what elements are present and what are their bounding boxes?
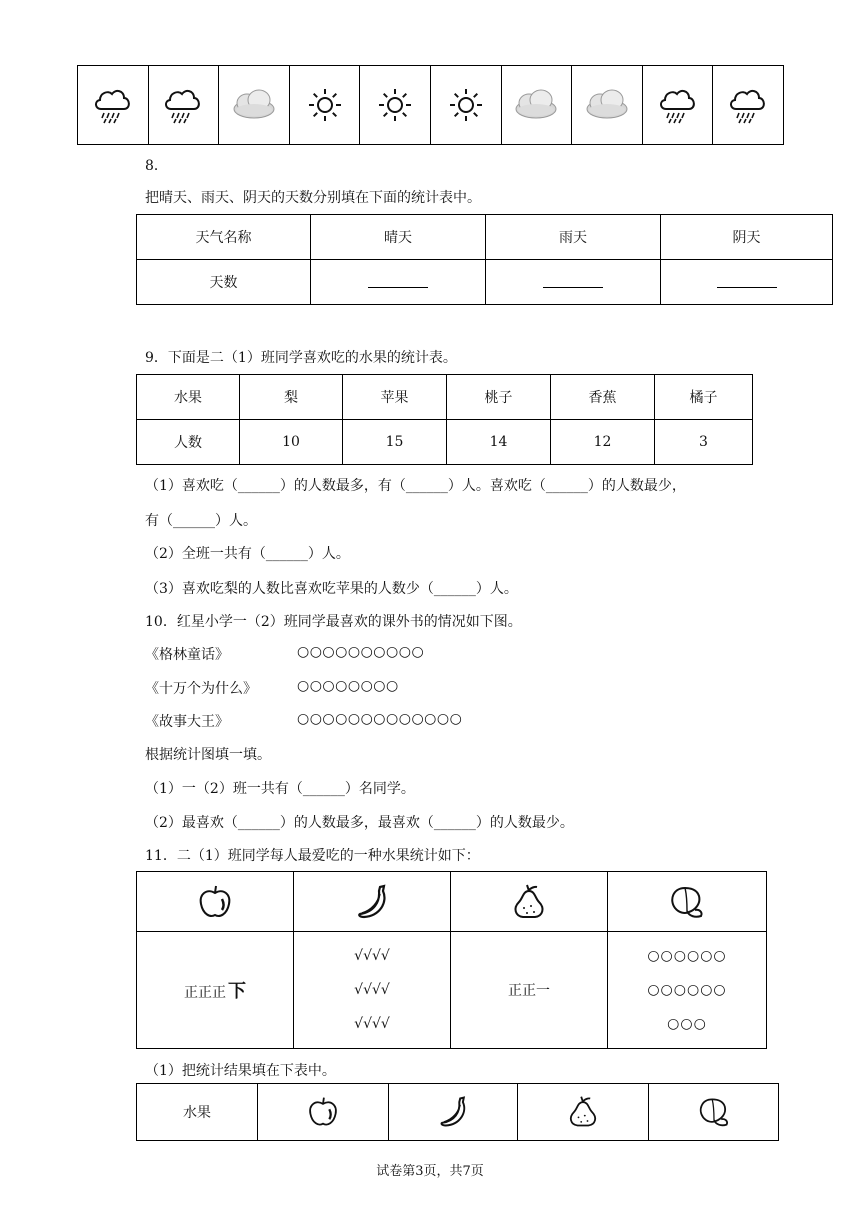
- weather-cell: [642, 66, 713, 145]
- pear-icon: [565, 1094, 601, 1130]
- q11-result-table: [136, 1083, 779, 1141]
- q8-answer-blank[interactable]: [661, 260, 833, 305]
- q9-value-cell: 10: [240, 420, 343, 465]
- banana-tally-row: √√√√: [354, 1016, 390, 1032]
- rain-cloud-icon: [654, 81, 702, 129]
- rain-cloud-icon: [159, 81, 207, 129]
- weather-cell: [289, 66, 360, 145]
- q9-header-cell: 苹果: [343, 375, 447, 420]
- q10-book-marks: ○○○○○○○○: [297, 678, 399, 694]
- q10-book-marks: ○○○○○○○○○○○○○: [297, 711, 463, 727]
- q9-header-cell: 水果: [137, 375, 240, 420]
- sun-icon: [371, 81, 419, 129]
- q9-value-cell: 12: [551, 420, 655, 465]
- q11-fruit-header: [294, 872, 451, 932]
- peach-tally-row: ○○○: [667, 1016, 707, 1032]
- q9-row-label: 人数: [137, 420, 240, 465]
- q8-header-cell: 天气名称: [137, 215, 311, 260]
- weather-cell: [78, 66, 149, 145]
- q11-title: 11．二（1）班同学每人最爱吃的一种水果统计如下：: [145, 848, 480, 864]
- cloud-icon: [230, 81, 278, 129]
- q8-header-cell: 雨天: [486, 215, 661, 260]
- q10-book-name: 《故事大王》: [145, 714, 229, 730]
- banana-icon: [352, 882, 392, 922]
- q9-title: 9．下面是二（1）班同学喜欢吃的水果的统计表。: [145, 350, 457, 366]
- q11-result-header: [518, 1084, 649, 1141]
- q11-pear-tally: 正正一: [451, 932, 608, 1049]
- q9-value-cell: 15: [343, 420, 447, 465]
- q10-sub2: （2）最喜欢（______）的人数最多，最喜欢（______）的人数最少。: [145, 815, 574, 831]
- q9-fruit-table: [136, 374, 753, 465]
- weather-cell: [430, 66, 501, 145]
- q8-number: 8．: [145, 158, 168, 174]
- q9-header-cell: 梨: [240, 375, 343, 420]
- q10-book-name: 《十万个为什么》: [145, 681, 257, 697]
- q9-header-cell: 橘子: [655, 375, 753, 420]
- apple-icon: [305, 1094, 341, 1130]
- q11-apple-tally: [137, 932, 294, 1049]
- q11-result-header: [258, 1084, 389, 1141]
- q9-value-cell: 3: [655, 420, 753, 465]
- banana-icon: [435, 1094, 471, 1130]
- sun-icon: [301, 81, 349, 129]
- weather-cell: [713, 66, 784, 145]
- q8-header-cell: 阴天: [661, 215, 833, 260]
- q11-fruit-header: [451, 872, 608, 932]
- apple-tally-marks: 正正正: [184, 985, 226, 1001]
- q8-answer-blank[interactable]: [311, 260, 486, 305]
- q8-answer-blank[interactable]: [486, 260, 661, 305]
- weather-strip-table: [77, 65, 784, 145]
- q11-peach-tally: [608, 932, 767, 1049]
- weather-cell: [360, 66, 431, 145]
- q11-fruit-header: [608, 872, 767, 932]
- pear-icon: [509, 882, 549, 922]
- weather-cell: [501, 66, 572, 145]
- q10-book-marks: ○○○○○○○○○○: [297, 644, 425, 660]
- q9-header-cell: 桃子: [447, 375, 551, 420]
- q10-title: 10．红星小学一（2）班同学最喜欢的课外书的情况如下图。: [145, 614, 522, 630]
- peach-tally-row: ○○○○○○: [647, 948, 727, 964]
- q9-sub2: （2）全班一共有（______）人。: [145, 546, 350, 562]
- q9-value-cell: 14: [447, 420, 551, 465]
- q8-instruction: 把晴天、雨天、阴天的天数分别填在下面的统计表中。: [145, 190, 481, 206]
- q11-result-header: [389, 1084, 518, 1141]
- cloud-icon: [583, 81, 631, 129]
- q10-book-name: 《格林童话》: [145, 647, 229, 663]
- q10-sub1: （1）一（2）班一共有（______）名同学。: [145, 781, 415, 797]
- rain-cloud-icon: [89, 81, 137, 129]
- apple-icon: [195, 882, 235, 922]
- banana-tally-row: √√√√: [354, 948, 390, 964]
- peach-tally-row: ○○○○○○: [647, 982, 727, 998]
- q9-header-cell: 香蕉: [551, 375, 655, 420]
- q10-instruction: 根据统计图填一填。: [145, 747, 271, 763]
- q11-banana-tally: [294, 932, 451, 1049]
- page-footer: 试卷第3页，共7页: [376, 1164, 484, 1179]
- q11-tally-table: [136, 871, 767, 1049]
- cloud-icon: [512, 81, 560, 129]
- rain-cloud-icon: [724, 81, 772, 129]
- q11-fruit-header: [137, 872, 294, 932]
- banana-tally-row: √√√√: [354, 982, 390, 998]
- q8-row-label: 天数: [137, 260, 311, 305]
- q11-result-header: [649, 1084, 779, 1141]
- weather-cell: [148, 66, 219, 145]
- q9-sub1-line2: 有（______）人。: [145, 513, 257, 529]
- q8-weather-table: [136, 214, 833, 305]
- q9-sub3: （3）喜欢吃梨的人数比喜欢吃苹果的人数少（______）人。: [145, 581, 518, 597]
- q11-sub1: （1）把统计结果填在下表中。: [145, 1063, 336, 1079]
- peach-icon: [665, 882, 709, 922]
- sun-icon: [442, 81, 490, 129]
- weather-cell: [572, 66, 643, 145]
- q9-sub1-line1: （1）喜欢吃（______）的人数最多，有（______）人。喜欢吃（______）的人数最少，: [145, 478, 686, 494]
- q11-result-row-label: 水果: [137, 1084, 258, 1141]
- peach-icon: [694, 1094, 734, 1130]
- weather-cell: [219, 66, 290, 145]
- apple-tally-extra: 下: [228, 981, 246, 1002]
- q8-header-cell: 晴天: [311, 215, 486, 260]
